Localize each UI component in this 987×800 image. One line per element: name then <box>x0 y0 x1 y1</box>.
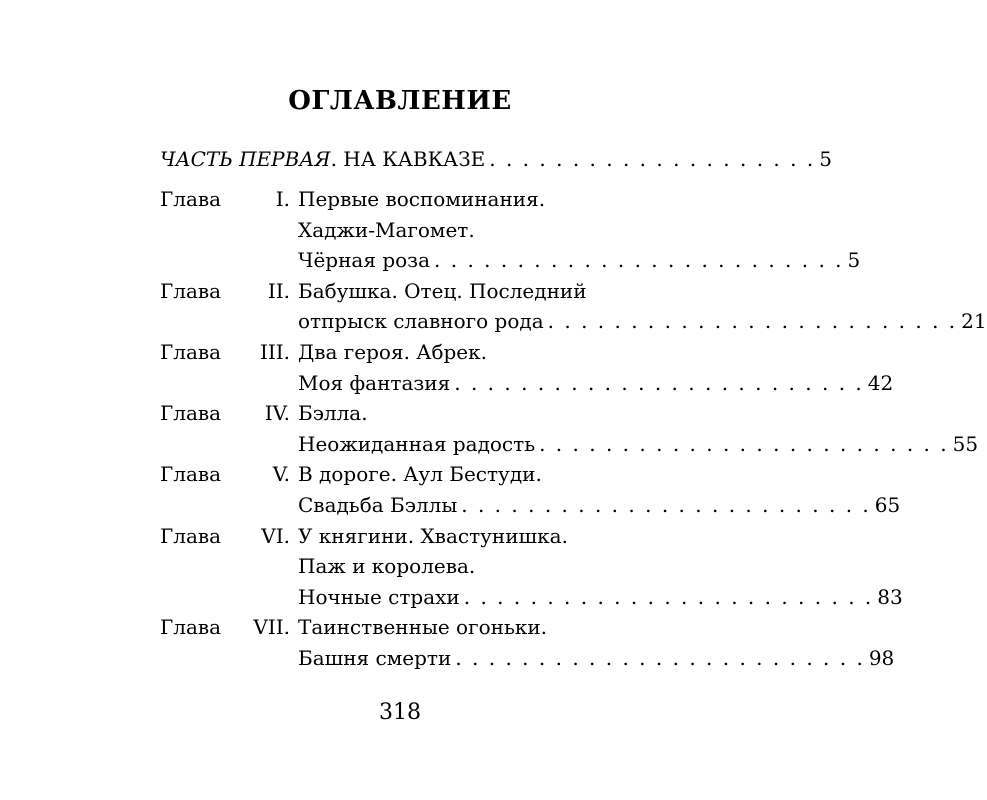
dot-leader: . . . . . . . . . . . . . . . . . . . . . . . . . <box>547 309 958 334</box>
part-heading <box>160 144 485 174</box>
chapter-title-line: Таинственные огоньки. <box>298 615 548 640</box>
chapter-number: III. <box>259 340 290 364</box>
chapter-word: Глава <box>160 615 222 640</box>
chapter-title-line: Моя фантазия <box>298 370 451 395</box>
chapter-word: Глава <box>160 523 222 548</box>
part-name: НА КАВКАЗЕ <box>336 147 486 171</box>
chapter-title-line: Бабушка. Отец. Последний <box>298 278 587 303</box>
part-page-number: 5 <box>819 147 832 171</box>
dot-leader: . . . . . . . . . . . . . . . . . . . . . . . . . <box>434 248 844 273</box>
part-separator: . <box>330 147 337 171</box>
chapter-title-line: Ночные страхи <box>298 584 460 609</box>
chapter-title-line: Неожиданная радость <box>298 431 536 456</box>
chapter-number: VII. <box>253 615 290 640</box>
chapter-last-line <box>298 429 979 459</box>
chapter-word: Глава <box>160 187 222 211</box>
chapter-last-line <box>298 245 861 275</box>
chapter-title-line: отпрыск славного рода <box>298 309 544 334</box>
dot-leader: . . . . . . . . . . . . . . . . . . . . . . . . . <box>539 431 949 456</box>
chapter-page-number: 42 <box>867 370 894 395</box>
dot-leader: . . . . . . . . . . . . . . . . . . . . . . . . . <box>463 584 874 609</box>
chapter-title-line: Хаджи-Магомет. <box>298 217 475 242</box>
dot-leader: . . . . . . . . . . . . . . . . . . . . . . . . . <box>455 646 865 670</box>
chapter-title-line: Два героя. Абрек. <box>298 340 487 364</box>
chapter-title-line: У княгини. Хвастунишка. <box>298 523 568 548</box>
chapter-number: I. <box>275 187 290 211</box>
chapter-last-line <box>298 306 987 336</box>
dot-leader: . . . . . . . . . . . . . . . . . . . . . . . . . <box>454 370 864 395</box>
chapter-page-number: 98 <box>868 646 895 670</box>
chapter-last-line <box>298 368 894 398</box>
chapter-title-line: Свадьба Бэллы <box>298 493 458 517</box>
page-title: ОГЛАВЛЕНИЕ <box>288 86 512 116</box>
chapter-title-line: В дороге. Аул Бестуди. <box>298 462 542 487</box>
dot-leader: . . . . . . . . . . . . . . . . . . . . . . . . . <box>461 493 871 517</box>
dot-leader: . . . . . . . . . . . . . . . . . . . . <box>489 147 816 171</box>
chapter-number: V. <box>272 462 290 487</box>
chapter-title-line: Паж и королева. <box>298 554 476 579</box>
chapter-page-number: 21 <box>961 309 987 334</box>
chapter-page-number: 5 <box>847 248 861 273</box>
chapter-number: VI. <box>261 523 290 548</box>
chapter-page-number: 65 <box>874 493 901 517</box>
chapter-title-line: Чёрная роза <box>298 248 431 273</box>
chapter-page-number: 83 <box>877 584 903 609</box>
page-number: 318 <box>379 700 421 725</box>
chapter-last-line <box>298 643 895 673</box>
chapter-word: Глава <box>160 462 222 487</box>
chapter-title-line: Бэлла. <box>298 401 368 426</box>
chapter-title-line: Башня смерти <box>298 646 452 670</box>
part-label: ЧАСТЬ ПЕРВАЯ <box>160 147 331 171</box>
chapter-number: IV. <box>264 401 290 426</box>
chapter-word: Глава <box>160 278 222 303</box>
chapter-word: Глава <box>160 340 222 364</box>
chapter-last-line <box>298 490 901 520</box>
chapter-page-number: 55 <box>952 431 979 456</box>
part-entry <box>160 144 832 174</box>
chapter-number: II. <box>267 278 290 303</box>
chapter-last-line <box>298 582 903 612</box>
chapter-title-line: Первые воспоминания. <box>298 187 546 211</box>
chapter-word: Глава <box>160 401 222 426</box>
